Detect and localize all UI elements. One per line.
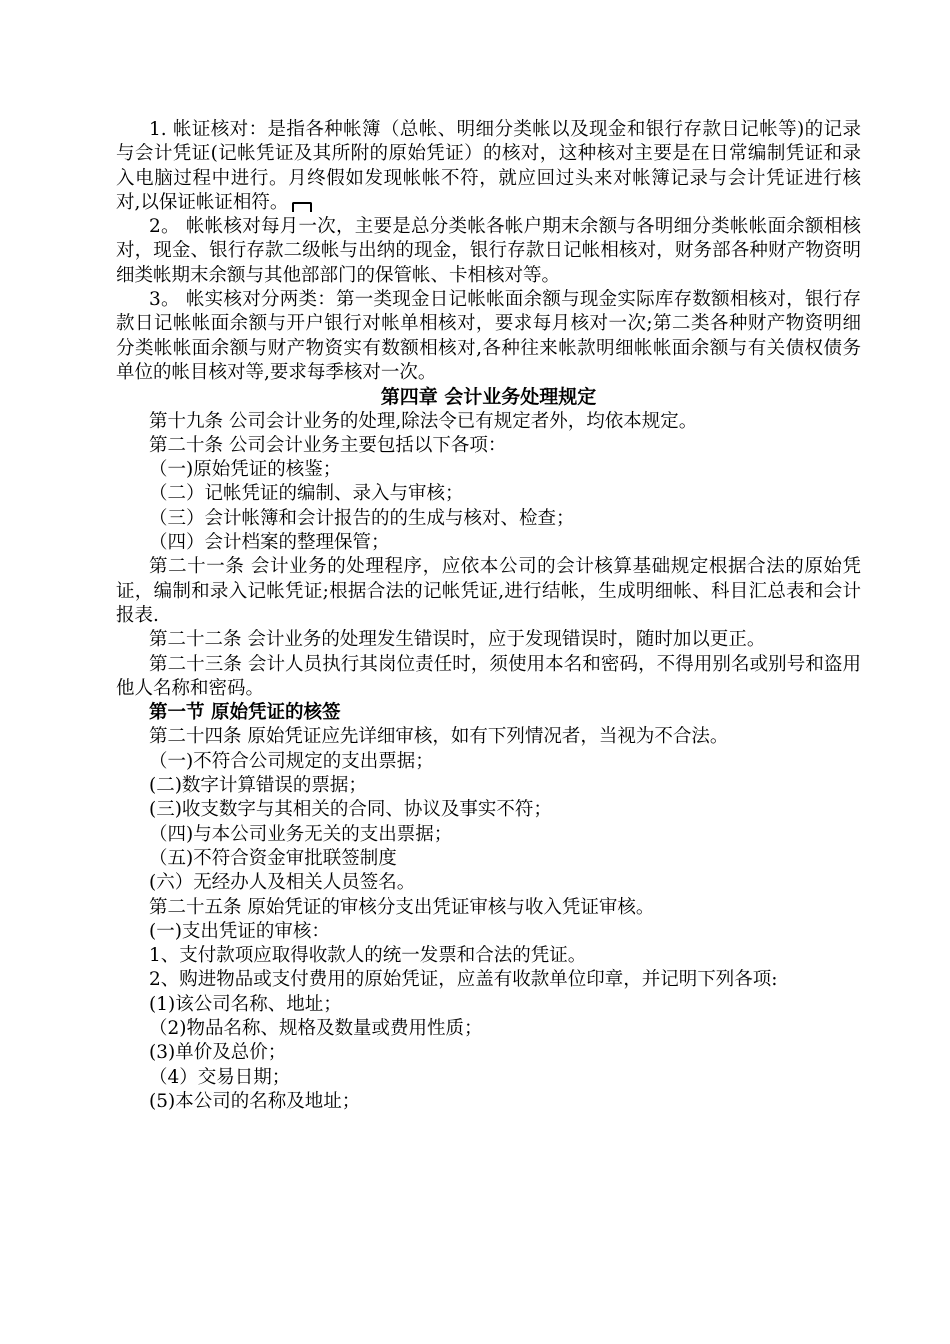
list-item: (3)单价及总价； <box>149 1042 287 1064</box>
paragraph-account-voucher-check <box>116 118 861 215</box>
numbered-item: 1、支付款项应取得收款人的统一发票和合法的凭证。 <box>149 945 587 967</box>
paragraph-account-physical-check: 3。 帐实核对分两类：第一类现金日记帐帐面余额与现金实际库存数额相核对，银行存款日记帐帐面余额与开户银行对帐单相核对，要求每月核对一次;第二类各种财产物资明细分类帐帐面余额与财产物资实有数额相核对,各种往来帐款明细帐帐面余额与有关债权债务单位的帐目核对等,要求每季核对一次。 <box>116 289 861 383</box>
list-item: (三)收支数字与其相关的合同、协议及事实不符； <box>149 799 552 821</box>
article-25: 第二十五条 原始凭证的审核分支出凭证审核与收入凭证审核。 <box>149 896 655 918</box>
list-item: （4）交易日期； <box>149 1066 291 1088</box>
list-item: （一)原始凭证的核鉴； <box>149 459 342 481</box>
article-22: 第二十二条 会计业务的处理发生错误时，应于发现错误时，随时加以更正。 <box>149 629 766 651</box>
sub-heading: (一)支出凭证的审核： <box>149 920 330 942</box>
edit-mark-icon <box>292 202 312 212</box>
chapter-title: 第四章 会计业务处理规定 <box>380 386 597 409</box>
list-item: （四)与本公司业务无关的支出票据； <box>149 823 453 845</box>
article-21: 第二十一条 会计业务的处理程序，应依本公司的会计核算基础规定根据合法的原始凭证，编制和录入记帐凭证;根据合法的记帐凭证,进行结帐，生成明细帐、科目汇总表和会计报表. <box>116 556 861 626</box>
section-title: 第一节 原始凭证的核签 <box>149 702 341 724</box>
list-item: (六）无经办人及相关人员签名。 <box>149 872 416 894</box>
paragraph-account-account-check: 2。 帐帐核对每月一次，主要是总分类帐各帐户期末余额与各明细分类帐帐面余额相核对，现金、银行存款二级帐与出纳的现金，银行存款日记帐相核对，财务部各种财产物资明细类帐期末余额与其他部部门的保管帐、卡相核对等。 <box>116 216 861 286</box>
article-23: 第二十三条 会计人员执行其岗位责任时，须使用本名和密码，不得用别名或别号和盗用他人名称和密码。 <box>116 653 861 699</box>
list-item: (1)该公司名称、地址； <box>149 993 342 1015</box>
list-item: （2)物品名称、规格及数量或费用性质； <box>149 1017 483 1039</box>
list-item: （二）记帐凭证的编制、录入与审核； <box>149 483 464 505</box>
article-20: 第二十条 公司会计业务主要包括以下各项： <box>149 434 507 456</box>
list-item: (二)数字计算错误的票据； <box>149 775 367 797</box>
numbered-item: 2、购进物品或支付费用的原始凭证，应盖有收款单位印章，并记明下列各项: <box>149 969 778 991</box>
list-item: (5)本公司的名称及地址； <box>149 1090 361 1112</box>
document-page <box>116 118 861 1114</box>
article-24: 第二十四条 原始凭证应先详细审核，如有下列情况者，当视为不合法。 <box>149 726 729 748</box>
paragraph-text: 1. 帐证核对：是指各种帐簿（总帐、明细分类帐以及现金和银行存款日记帐等)的记录与会计凭证(记帐凭证及其所附的原始凭证）的核对，这种核对主要是在日常编制凭证和录入电脑过程中进行。月终假如发现帐帐不符，就应回过头来对帐簿记录与会计凭证进行核对,以保证帐证相符。 <box>116 119 861 213</box>
article-19: 第十九条 公司会计业务的处理,除法令已有规定者外，均依本规定。 <box>149 410 698 432</box>
list-item: （三）会计帐簿和会计报告的的生成与核对、检查； <box>149 507 575 529</box>
list-item: （五)不符合资金审批联签制度 <box>149 847 397 869</box>
list-item: （四）会计档案的整理保管； <box>149 532 390 554</box>
list-item: （一)不符合公司规定的支出票据； <box>149 750 434 772</box>
